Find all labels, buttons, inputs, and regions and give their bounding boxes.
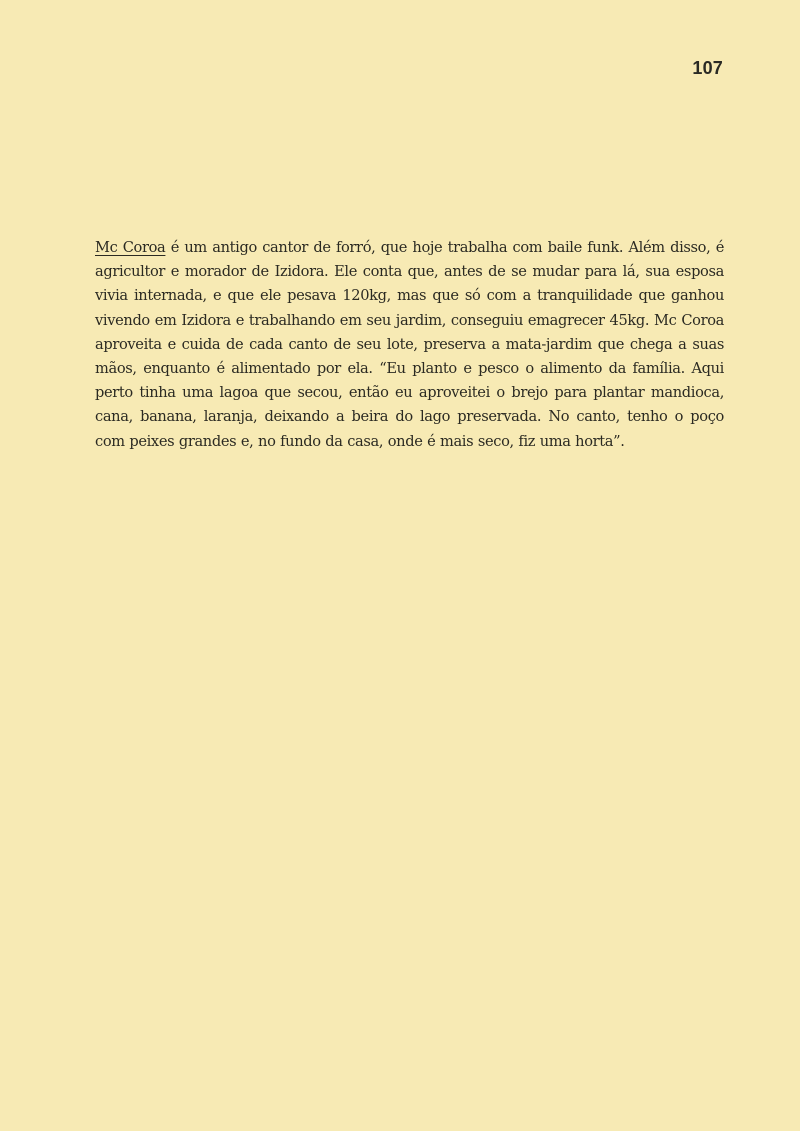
mc-coroa-link[interactable]: Mc Coroa [95,239,166,256]
page-number: 107 [692,58,723,78]
body-paragraph [95,236,724,454]
paragraph-text: é um antigo cantor de forró, que hoje trabalha com baile funk. Além disso, é agricultor e morador de Izidora. Ele conta que, antes de se mudar para lá, sua esposa vivia internada, e que ele pesava 120kg, mas que só com a tranquilidade que ganhou vivendo em Izidora e trabalhando em seu jardim, conseguiu emagrecer 45kg. Mc Coroa aproveita e cuida de cada canto de seu lote, preserva a mata-jardim que chega a suas mãos, enquanto é alimentado por ela. “Eu planto e pesco o alimento da família. Aqui perto tinha uma lagoa que secou, então eu aproveitei o brejo para plantar mandioca, cana, banana, laranja, deixando a beira do lago preservada. No canto, tenho o poço com peixes grandes e, no fundo da casa, onde é mais seco, fiz uma horta”. [95,239,725,450]
